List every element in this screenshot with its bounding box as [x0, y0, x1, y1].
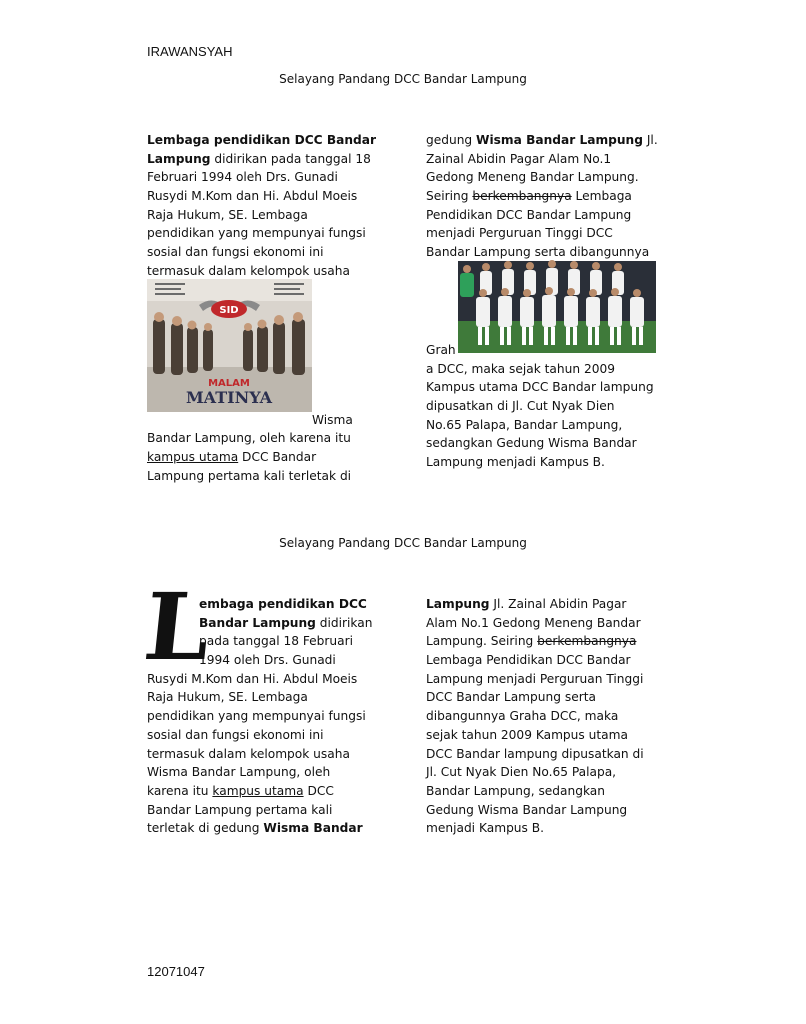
- text-line: sedangkan Gedung Wisma Bandar: [426, 436, 637, 451]
- text-line: embaga pendidikan DCC: [199, 597, 367, 611]
- text-line: [426, 632, 666, 651]
- text-line: Bandar Lampung pertama kali: [147, 802, 333, 817]
- text-line: Lampung menjadi Kampus B.: [426, 454, 605, 469]
- movie-poster-image: [147, 279, 312, 412]
- text-line: Raja Hukum, SE. Lembaga: [147, 690, 308, 705]
- text-line: Gedung Wisma Bandar Lampung: [426, 802, 628, 817]
- text-line: Lampung menjadi Perguruan Tinggi: [426, 671, 644, 686]
- text-line: menjadi Perguruan Tinggi DCC: [426, 226, 613, 241]
- poster-logo: SID: [219, 305, 239, 316]
- text-line: Raja Hukum, SE. Lembaga: [147, 207, 308, 222]
- text-line: 1994 oleh Drs. Gunadi: [199, 653, 336, 668]
- bold-text: Wisma Bandar Lampung: [476, 133, 643, 147]
- text-line: menjadi Kampus B.: [426, 821, 544, 836]
- text-line: Bandar Lampung, oleh karena itu: [147, 431, 351, 446]
- text-line: Bandar Lampung serta dibangunnya: [426, 245, 650, 260]
- text-line: Lembaga Pendidikan DCC Bandar: [426, 653, 631, 668]
- text-line: [147, 614, 387, 633]
- text-line: Gedong Meneng Bandar Lampung.: [426, 170, 639, 185]
- poster-illustration: [147, 279, 312, 412]
- text-span: Jl.: [642, 133, 658, 147]
- section2-left-column: [147, 595, 387, 838]
- text-span: DCC Bandar: [238, 449, 317, 464]
- text-span: DCC: [303, 783, 334, 798]
- strikethrough-text: berkembangnya: [472, 189, 572, 204]
- text-span: Jl. Zainal Abidin Pagar: [489, 597, 627, 611]
- text-line: [426, 187, 666, 206]
- text-line: Februari 1994 oleh Drs. Gunadi: [147, 170, 338, 185]
- text-line: pada tanggal 18 Februari: [199, 634, 354, 649]
- bold-text: Lampung: [147, 151, 211, 166]
- text-span: didirikan pada tanggal 18: [210, 151, 371, 166]
- text-line: Kampus utama DCC Bandar lampung: [426, 380, 654, 395]
- bold-text: Wisma Bandar: [263, 821, 363, 836]
- text-line: [147, 819, 387, 838]
- text-span: Lembaga: [571, 189, 632, 204]
- text-line: Rusydi M.Kom dan Hi. Abdul Moeis: [147, 189, 358, 204]
- text-line: Lembaga pendidikan DCC Bandar: [147, 133, 376, 147]
- text-line: sejak tahun 2009 Kampus utama: [426, 727, 628, 742]
- bold-text: Bandar Lampung: [199, 615, 316, 630]
- text-line: Wisma: [312, 412, 353, 427]
- text-line: a DCC, maka sejak tahun 2009: [426, 361, 615, 376]
- text-span: didirikan: [315, 615, 373, 630]
- author-name: IRAWANSYAH: [147, 44, 233, 59]
- text-line: pendidikan yang mempunyai fungsi: [147, 709, 366, 724]
- text-span: Seiring: [426, 189, 473, 204]
- text-line: DCC Bandar Lampung serta: [426, 690, 596, 705]
- text-span: terletak di gedung: [147, 821, 264, 836]
- team-photo-illustration: [458, 261, 656, 353]
- text-line: [426, 595, 666, 614]
- text-span: karena itu: [147, 783, 213, 798]
- section2-title: Selayang Pandang DCC Bandar Lampung: [279, 536, 527, 550]
- text-line: Lampung pertama kali terletak di: [147, 468, 352, 483]
- text-line: Rusydi M.Kom dan Hi. Abdul Moeis: [147, 671, 358, 686]
- text-line: dipusatkan di Jl. Cut Nyak Dien: [426, 398, 615, 413]
- text-line: sosial dan fungsi ekonomi ini: [147, 727, 324, 742]
- text-line: Wisma Bandar Lampung, oleh: [147, 765, 331, 780]
- poster-title: MALAM: [208, 378, 250, 389]
- text-line: pendidikan yang mempunyai fungsi: [147, 226, 366, 241]
- text-line: DCC Bandar lampung dipusatkan di: [426, 746, 644, 761]
- text-line: termasuk dalam kelompok usaha: [147, 263, 350, 278]
- text-line: Bandar Lampung, sedangkan: [426, 783, 605, 798]
- text-line: dibangunnya Graha DCC, maka: [426, 709, 619, 724]
- text-line: Jl. Cut Nyak Dien No.65 Palapa,: [426, 765, 617, 780]
- text-span: Lampung. Seiring: [426, 634, 538, 649]
- text-line: [147, 150, 387, 169]
- text-line: Alam No.1 Gedong Meneng Bandar: [426, 615, 641, 630]
- text-line: Pendidikan DCC Bandar Lampung: [426, 207, 632, 222]
- text-line: [147, 448, 387, 467]
- section1-title: Selayang Pandang DCC Bandar Lampung: [279, 72, 527, 86]
- bold-text: Lampung: [426, 597, 490, 611]
- text-span: gedung: [426, 133, 477, 147]
- underlined-text: kampus utama: [212, 783, 304, 798]
- text-line: sosial dan fungsi ekonomi ini: [147, 245, 324, 260]
- text-line: termasuk dalam kelompok usaha: [147, 746, 350, 761]
- text-line: [426, 131, 666, 150]
- document-id: 12071047: [147, 964, 205, 979]
- team-photo-image: [458, 261, 656, 353]
- underlined-text: kampus utama: [147, 449, 239, 464]
- text-line: Grah: [426, 342, 456, 357]
- text-line: [147, 782, 387, 801]
- text-line: No.65 Palapa, Bandar Lampung,: [426, 417, 623, 432]
- text-line: Zainal Abidin Pagar Alam No.1: [426, 151, 612, 166]
- section2-right-column: [426, 595, 666, 838]
- drop-cap-letter: L: [139, 573, 216, 681]
- poster-subtitle: MATINYA: [185, 388, 273, 407]
- strikethrough-text: berkembangnya: [537, 634, 637, 649]
